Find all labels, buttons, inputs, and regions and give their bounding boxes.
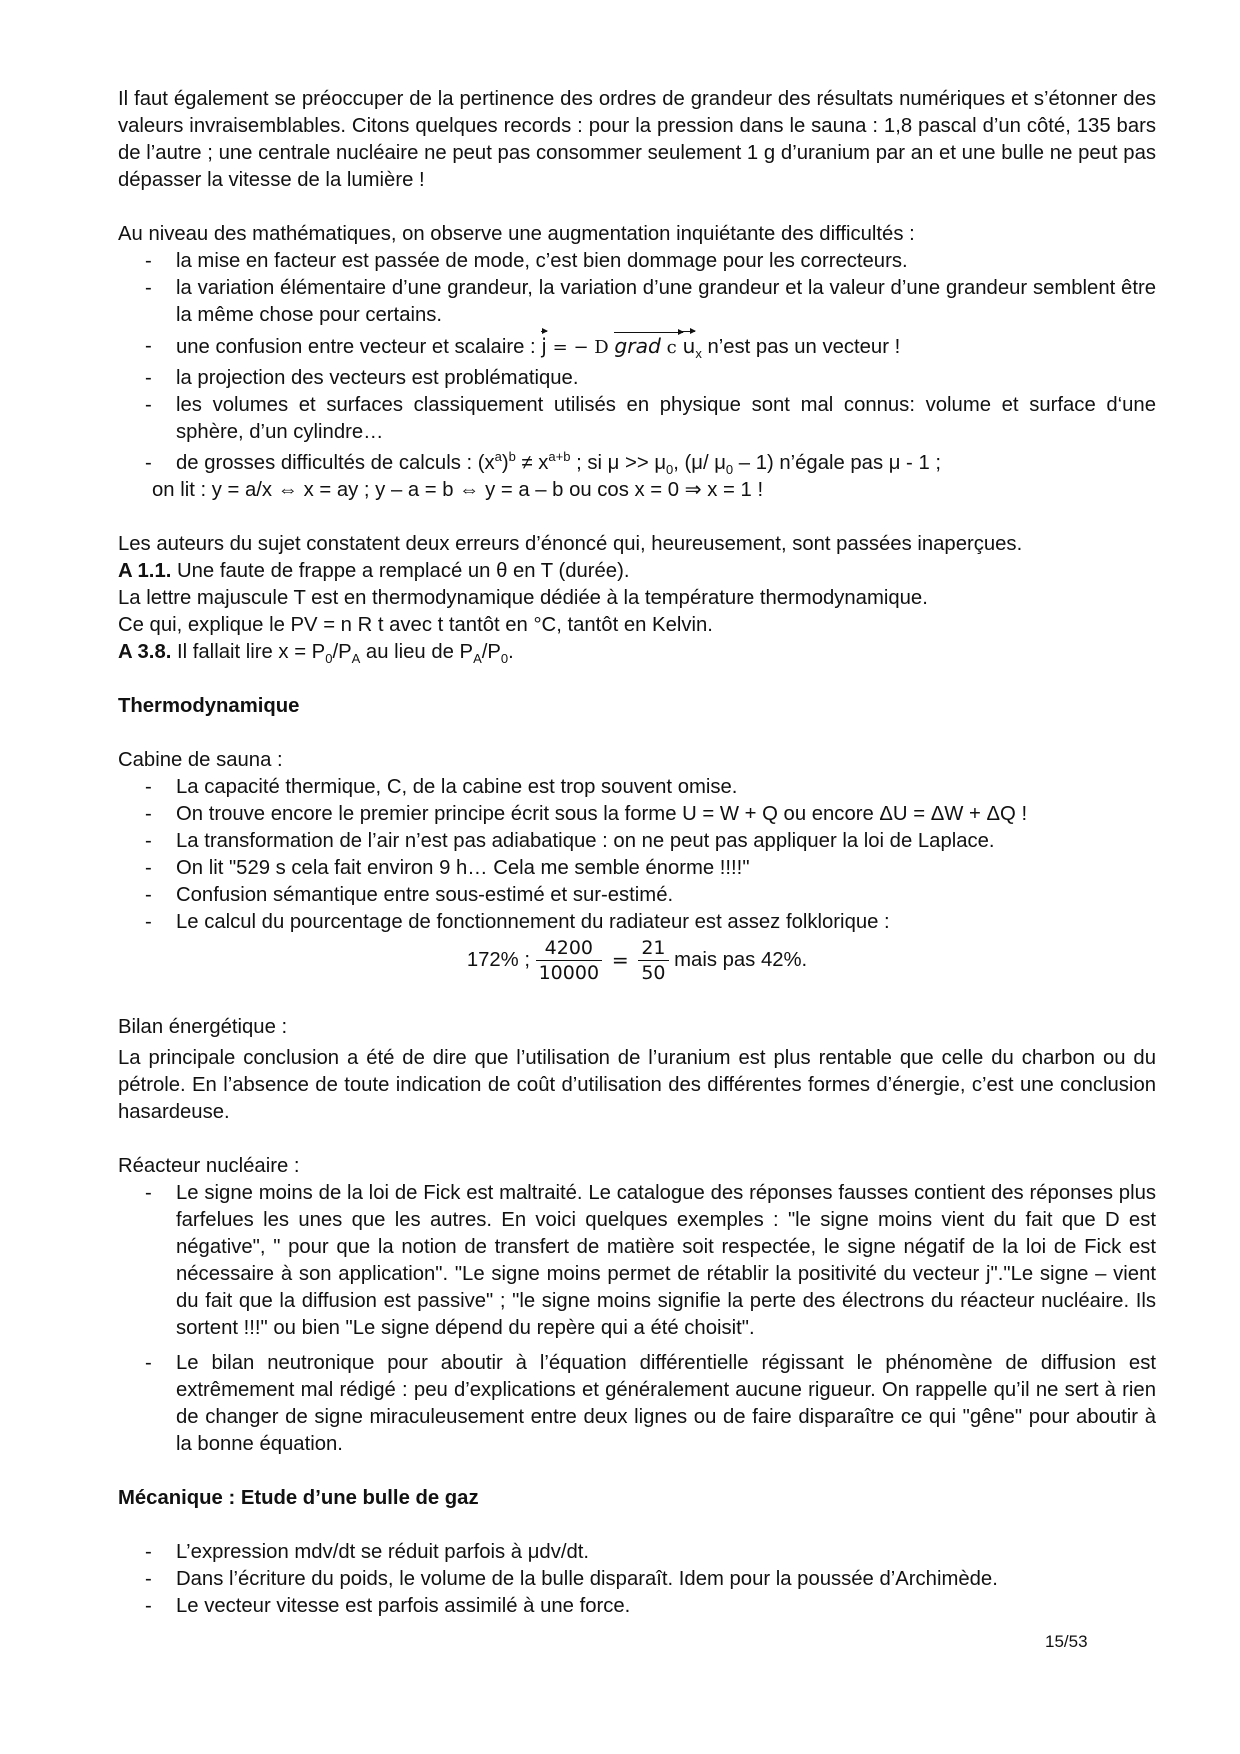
section-heading-mecanique: Mécanique : Etude d’une bulle de gaz xyxy=(118,1487,479,1509)
subsection-title-sauna: Cabine de sauna : xyxy=(118,749,283,771)
list-item: - la mise en facteur est passée de mode, c’est bien dommage pour les correcteurs. xyxy=(176,248,1156,275)
list-item: - la projection des vecteurs est problématique. xyxy=(176,365,1156,392)
list-item: - la variation élémentaire d’une grandeur, la variation d’une grandeur et la valeur d’une grandeur semblent être la même chose pour certains. xyxy=(176,275,1156,329)
bilan-paragraph: La principale conclusion a été de dire que l’utilisation de l’uranium est plus rentable que celle du charbon ou du pétrole. En l’absence de toute indication de coût d’utilisation des différentes formes d’énergie, c’est une conclusion hasardeuse. xyxy=(118,1047,1156,1123)
error-a11: A 1.1. Une faute de frappe a remplacé un θ en T (durée). xyxy=(118,560,630,582)
list-item: - On lit "529 s cela fait environ 9 h… Cela me semble énorme !!!!" xyxy=(176,855,1156,882)
reacteur-list xyxy=(118,1180,1156,1458)
report-page xyxy=(118,86,1156,1620)
errors-intro: Les auteurs du sujet constatent deux erreurs d’énoncé qui, heureusement, sont passées inaperçues. xyxy=(118,533,1023,555)
vector-j: j xyxy=(541,334,547,358)
list-item: - On trouve encore le premier principe écrit sous la forme U = W + Q ou encore ΔU = ΔW + ΔQ ! xyxy=(176,801,1156,828)
error-a38: A 3.8. Il fallait lire $x = P_0/P_A$ au lieu de $P_A/P_0$. xyxy=(118,641,514,667)
mecanique-list xyxy=(118,1539,1156,1620)
list-item: - La transformation de l’air n’est pas adiabatique : on ne peut pas appliquer la loi de Laplace. xyxy=(176,828,1156,855)
subsection-title-reacteur: Réacteur nucléaire : xyxy=(118,1155,300,1177)
percentage-formula: 172% ; $\frac{4200}{10000}$ = $\frac{21}{50}$ mais pas 42%. xyxy=(466,937,808,984)
math-difficulties-list xyxy=(118,248,1156,477)
section-heading-thermodynamique: Thermodynamique xyxy=(118,695,300,717)
on-lit-line: on lit : y = a/x ⇔ x = ay ; y – a = b ⇔ y = a – b ou cos x = 0 ⇒ x = 1 ! xyxy=(152,479,764,501)
list-item: - Le calcul du pourcentage de fonctionnement du radiateur est assez folklorique : xyxy=(176,909,1156,936)
errors-line: La lettre majuscule T est en thermodynamique dédiée à la température thermodynamique. xyxy=(118,587,928,609)
list-item: - Le vecteur vitesse est parfois assimilé à une force. xyxy=(176,1593,1156,1620)
list-item: - les volumes et surfaces classiquement utilisés en physique sont mal connus: volume et surface d‘une sphère, d’un cylindre… xyxy=(176,392,1156,446)
grad-operator: grad xyxy=(614,334,661,358)
fraction-21-50: $\frac{21}{50}$ xyxy=(638,936,668,985)
errors-line: Ce qui, explique le PV = n R t avec t tantôt en °C, tantôt en Kelvin. xyxy=(118,614,713,636)
list-item: - Le signe moins de la loi de Fick est maltraité. Le catalogue des réponses fausses contient des réponses plus farfelues les unes que les autres. En voici quelques exemples : "le signe moins vient du fait que D est négative", " pour que la notion de transfert de matière soit respectée, le signe négatif de la loi de Fick est nécessaire à son application". "Le signe moins permet de rétablir la positivité du vecteur j"."Le signe – vient du fait que la diffusion est passive" ; "le signe moins signifie la perte des électrons du réacteur nucléaire. Ils sortent !!!" ou bien "Le signe dépend du repère qui a été choisit". xyxy=(176,1180,1156,1342)
math-intro: Au niveau des mathématiques, on observe une augmentation inquiétante des difficultés : xyxy=(118,223,915,245)
sauna-list xyxy=(118,774,1156,936)
unit-vector-u: u xyxy=(682,334,696,358)
list-item: - L’expression mdv/dt se réduit parfois à μdv/dt. xyxy=(176,1539,1156,1566)
fraction-4200-10000: $\frac{4200}{10000}$ xyxy=(536,936,602,985)
list-item: - Confusion sémantique entre sous-estimé et sur-estimé. xyxy=(176,882,1156,909)
intro-paragraph: Il faut également se préoccuper de la pertinence des ordres de grandeur des résultats numériques et s’étonner des valeurs invraisemblables. Citons quelques records : pour la pression dans le sauna : 1,8 pascal d’un côté, 135 bars de l’autre ; une centrale nucléaire ne peut pas consommer seulement 1 g d’uranium par an et une bulle ne peut pas dépasser la vitesse de la lumière ! xyxy=(118,88,1156,191)
list-item: - La capacité thermique, C, de la cabine est trop souvent omise. xyxy=(176,774,1156,801)
error-a11-label: A 1.1. xyxy=(118,560,172,582)
list-item-vector-confusion: - une confusion entre vecteur et scalaire : j = − D grad c $u_x$ n’est pas un vecteur ! xyxy=(176,333,1156,361)
list-item: - Dans l’écriture du poids, le volume de la bulle disparaît. Idem pour la poussée d’Archimède. xyxy=(176,1566,1156,1593)
list-item: - Le bilan neutronique pour aboutir à l’équation différentielle régissant le phénomène de diffusion est extrêmement mal rédigé : peu d’explications et généralement aucune rigueur. On rappelle qu’il ne sert à rien de changer de signe miraculeusement entre deux lignes ou de faire disparaître ce qui "gêne" pour aboutir à la bonne équation. xyxy=(176,1350,1156,1458)
subsection-title-bilan: Bilan énergétique : xyxy=(118,1016,288,1038)
list-item-calculations: - de grosses difficultés de calculs : $(x^a)^b \ne x^{a+b}$ ; si $\mu >> \mu_0$, (μ/ $\mu_0 - 1$) n’égale pas μ - 1 ; xyxy=(176,450,1156,477)
error-a38-label: A 3.8. xyxy=(118,641,172,663)
page-number: 15/53 xyxy=(1045,1632,1088,1651)
